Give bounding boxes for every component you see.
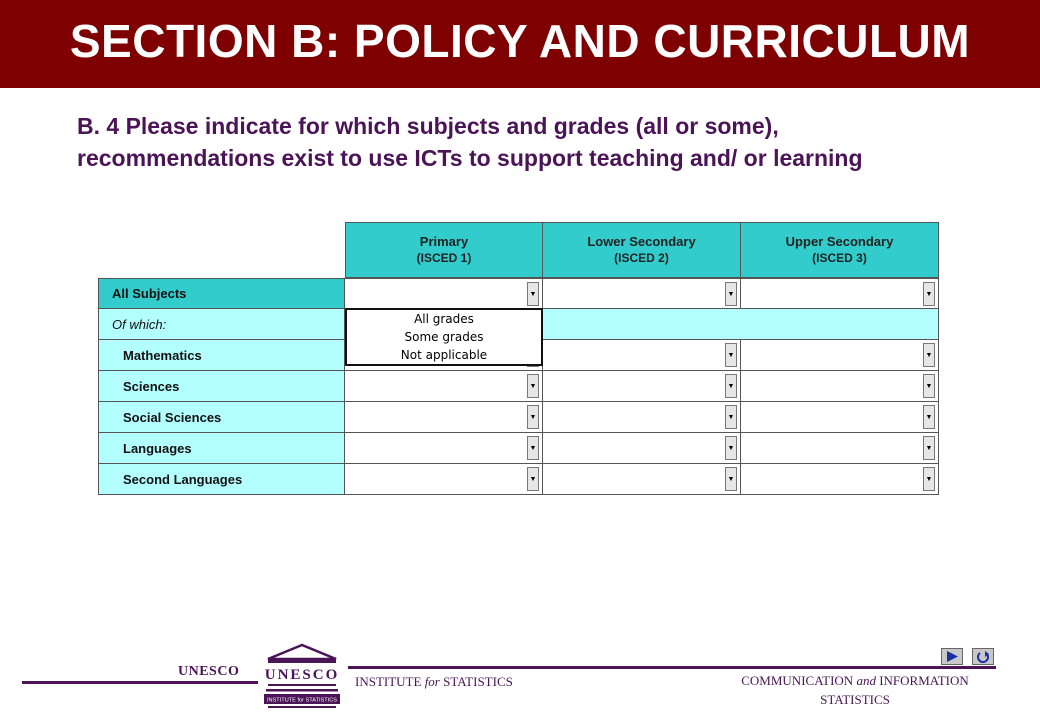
column-header-label: Upper Secondary	[785, 234, 894, 249]
dropdown-social-sciences-upper-secondary[interactable]	[741, 402, 939, 433]
dropdown-arrow-icon[interactable]: ▼	[923, 374, 935, 398]
row-label-of-which: Of which:	[98, 309, 345, 340]
dropdown-arrow-icon[interactable]: ▼	[725, 343, 737, 367]
page-title: SECTION B: POLICY AND CURRICULUM	[69, 15, 971, 67]
row-label-social-sciences: Social Sciences	[98, 402, 345, 433]
dropdown-arrow-icon[interactable]: ▼	[527, 436, 539, 460]
dropdown-arrow-icon[interactable]: ▼	[527, 282, 539, 306]
dropdown-option[interactable]: Not applicable	[400, 348, 488, 362]
dropdown-second-languages-primary[interactable]	[345, 464, 543, 495]
return-button[interactable]	[972, 648, 994, 665]
column-header-label: Primary	[419, 234, 469, 249]
dropdown-languages-lower-secondary[interactable]	[543, 433, 741, 464]
dropdown-arrow-icon[interactable]: ▼	[725, 405, 737, 429]
play-icon	[945, 651, 959, 662]
dropdown-arrow-icon[interactable]: ▼	[527, 467, 539, 491]
dropdown-arrow-icon[interactable]: ▼	[527, 405, 539, 429]
footer-divider-left	[22, 681, 258, 684]
footer-divider-right	[348, 666, 996, 669]
title-banner	[0, 0, 1040, 88]
return-icon	[976, 651, 990, 663]
dropdown-arrow-icon[interactable]: ▼	[725, 374, 737, 398]
dropdown-arrow-icon[interactable]: ▼	[725, 436, 737, 460]
dropdown-arrow-icon[interactable]: ▼	[527, 374, 539, 398]
dropdown-all-subjects-upper-secondary[interactable]	[741, 278, 939, 309]
dropdown-languages-upper-secondary[interactable]	[741, 433, 939, 464]
institute-label	[355, 674, 513, 690]
unesco-label: UNESCO	[178, 664, 240, 679]
column-header-sub: (ISCED 2)	[614, 251, 669, 265]
comm-line1-a: COMMUNICATION	[741, 673, 857, 688]
dropdown-sciences-primary[interactable]	[345, 371, 543, 402]
row-label-all-subjects: All Subjects	[98, 278, 345, 309]
dropdown-languages-primary[interactable]	[345, 433, 543, 464]
row-label-second-languages: Second Languages	[98, 464, 345, 495]
column-header-lower-secondary	[543, 222, 741, 278]
unesco-logo	[262, 643, 342, 713]
dropdown-second-languages-lower-secondary[interactable]	[543, 464, 741, 495]
column-header-upper-secondary	[741, 222, 939, 278]
next-slide-button[interactable]	[941, 648, 963, 665]
logo-text: UNESCO	[264, 667, 340, 683]
row-label-sciences: Sciences	[98, 371, 345, 402]
institute-suffix: STATISTICS	[439, 674, 513, 689]
dropdown-second-languages-upper-secondary[interactable]	[741, 464, 939, 495]
dropdown-mathematics-lower-secondary[interactable]	[543, 340, 741, 371]
communication-label	[700, 671, 1010, 709]
dropdown-social-sciences-lower-secondary[interactable]	[543, 402, 741, 433]
dropdown-social-sciences-primary[interactable]	[345, 402, 543, 433]
row-label-mathematics: Mathematics	[98, 340, 345, 371]
dropdown-arrow-icon[interactable]: ▼	[923, 436, 935, 460]
question-text: B. 4 Please indicate for which subjects and grades (all or some), recommendations exist to use ICTs to support teaching and/ or learning	[77, 113, 863, 171]
dropdown-sciences-upper-secondary[interactable]	[741, 371, 939, 402]
institute-for: for	[424, 674, 440, 689]
column-header-primary	[345, 222, 543, 278]
dropdown-options-list	[345, 308, 543, 366]
dropdown-option[interactable]: Some grades	[404, 330, 484, 344]
comm-line1-b: INFORMATION	[875, 673, 969, 688]
institute-prefix: INSTITUTE	[355, 674, 425, 689]
dropdown-option[interactable]: All grades	[414, 312, 474, 326]
dropdown-arrow-icon[interactable]: ▼	[725, 282, 737, 306]
dropdown-arrow-icon[interactable]: ▼	[923, 405, 935, 429]
column-header-label: Lower Secondary	[587, 234, 696, 249]
comm-line2: STATISTICS	[820, 692, 890, 707]
dropdown-arrow-icon[interactable]: ▼	[923, 343, 935, 367]
dropdown-arrow-icon[interactable]: ▼	[923, 467, 935, 491]
dropdown-arrow-icon[interactable]: ▼	[923, 282, 935, 306]
dropdown-arrow-icon[interactable]: ▼	[725, 467, 737, 491]
dropdown-mathematics-upper-secondary[interactable]	[741, 340, 939, 371]
comm-line1-and: and	[856, 673, 876, 688]
column-header-sub: (ISCED 1)	[416, 251, 472, 265]
dropdown-all-subjects-primary[interactable]	[345, 278, 543, 309]
column-header-sub: (ISCED 3)	[812, 251, 867, 265]
logo-subtext: INSTITUTE for STATISTICS	[266, 697, 338, 704]
dropdown-sciences-lower-secondary[interactable]	[543, 371, 741, 402]
row-label-languages: Languages	[98, 433, 345, 464]
dropdown-all-subjects-lower-secondary[interactable]	[543, 278, 741, 309]
